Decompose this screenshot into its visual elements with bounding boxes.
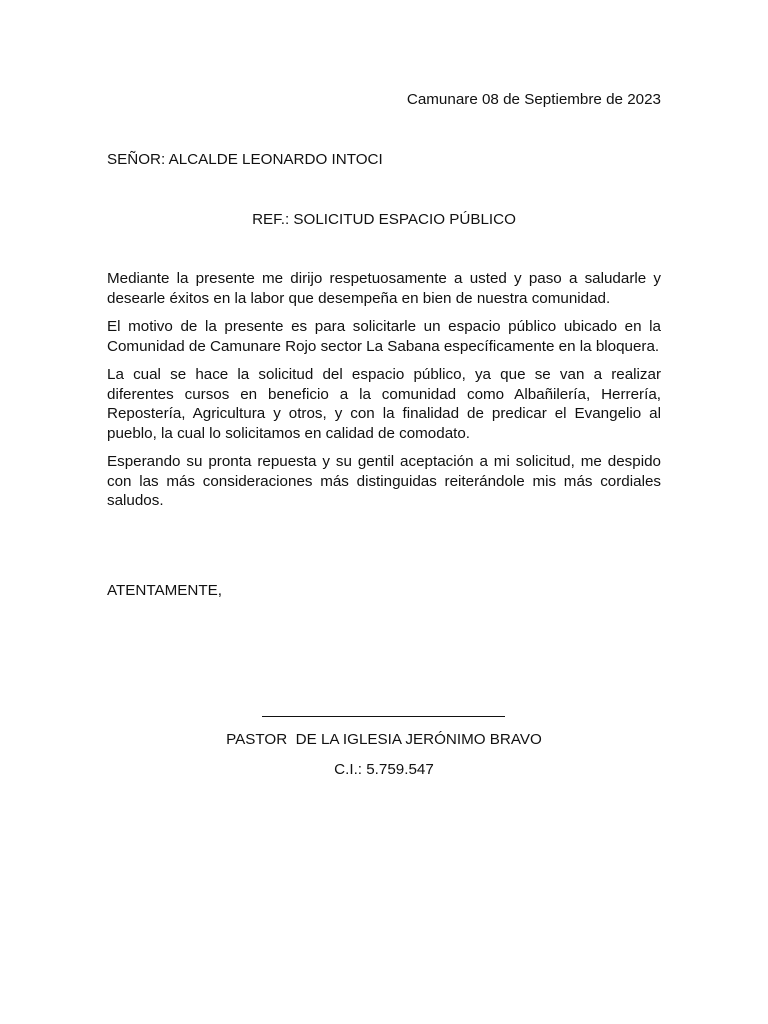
signer-name: PASTOR DE LA IGLESIA JERÓNIMO BRAVO xyxy=(226,731,542,748)
body-paragraph: Mediante la presente me dirijo respetuosamente a usted y paso a saludarle y desearle éxitos en la labor que desempeña en bien de nuestra comunidad. xyxy=(107,270,661,307)
body-paragraph: Esperando su pronta repuesta y su gentil aceptación a mi solicitud, me despido con las más consideraciones más distinguidas reiterándole mis más cordiales saludos. xyxy=(107,453,661,509)
body-paragraph: La cual se hace la solicitud del espacio público, ya que se van a realizar diferentes cursos en beneficio a la comunidad como Albañilería, Herrería, Repostería, Agricultura y otros, y con la finalidad de predicar el Evangelio al pueblo, la cual lo solicitamos en calidad de comodato. xyxy=(107,366,661,442)
closing-salutation: ATENTAMENTE, xyxy=(107,582,223,599)
reference-line: REF.: SOLICITUD ESPACIO PÚBLICO xyxy=(252,211,516,228)
date-line: Camunare 08 de Septiembre de 2023 xyxy=(406,91,661,108)
letter-body xyxy=(107,269,661,520)
signature-line xyxy=(262,716,505,717)
signer-id: C.I.: 5.759.547 xyxy=(334,761,434,778)
body-paragraph: El motivo de la presente es para solicitarle un espacio público ubicado en la Comunidad de Camunare Rojo sector La Sabana específicamente en la bloquera. xyxy=(107,318,661,355)
recipient-line: SEÑOR: ALCALDE LEONARDO INTOCI xyxy=(107,151,383,168)
